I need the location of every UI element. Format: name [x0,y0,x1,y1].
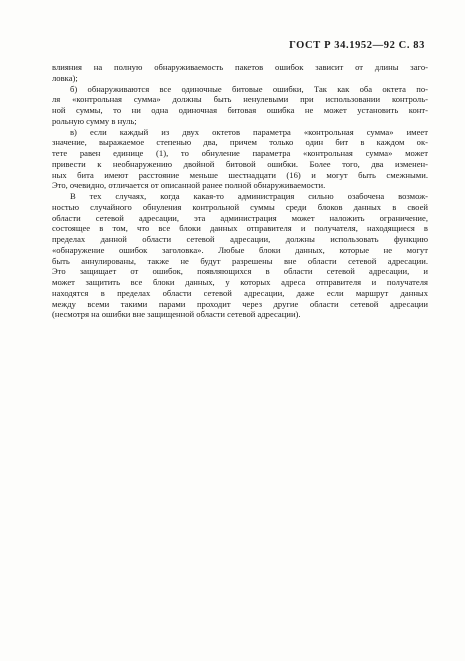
text-line: влияния на полную обнаруживаемость пакетов ошибок зависит от длины заго- [52,62,428,72]
text-line: ной суммы, то ни одна одиночная битовая ошибка не может установить конт- [52,105,428,115]
text-line: пределах данной области сетевой адресации, должны использовать функцию [52,234,428,244]
text-line: ля «контрольная сумма» должны быть ненулевыми при использовании контроль- [52,94,428,105]
text-line: может защитить все блоки данных, у которых адреса отправителя и получателя [52,277,428,287]
text-line: состоящее в том, что все блоки данных отправителя и получателя, находящиеся в [52,223,428,234]
text-line: области сетевой адресации, эта администрация может наложить ограничение, [52,212,428,223]
text-line: ловка); [52,72,78,83]
text-line: в) если каждый из двух октетов параметра «контрольная сумма» имеет [70,126,428,137]
text-line: В тех случаях, когда какая-то администрация сильно озабочена возмож- [70,191,428,201]
text-line: (несмотря на ошибки вне защищенной области сетевой адресации). [52,309,301,320]
text-line: б) обнаруживаются все одиночные битовые ошибки, Так как оба октета по- [70,83,428,94]
text-line: Это защищает от ошибок, появляющихся в области сетевой адресации, и [52,266,428,277]
body-text [52,62,428,320]
text-line: между всеми такими парами проходит через другие области сетевой адресации [52,298,428,309]
text-line: рольную сумму в нуль; [52,115,137,126]
text-line: находятся в пределах области сетевой адресации, даже если маршрут данных [52,287,428,298]
text-line: быть аннулированы, также не будут разрешены вне области сетевой адресации. [52,255,428,266]
text-line: ных бита имеют расстояние меньше шестнадцати (16) и могут быть смежными. [52,169,428,180]
text-line: ностью случайного обнуления контрольной суммы среди блоков данных в своей [52,201,428,212]
text-line: привести к необнаружению двойной битовой ошибки. Более того, два изменен- [52,158,428,169]
text-line: значение, выражаемое степенью два, причем только один бит в каждом ок- [52,137,428,148]
text-line: «обнаружение ошибок заголовка». Любые блоки данных, которые не могут [52,244,428,255]
page-header: ГОСТ Р 34.1952—92 С. 83 [289,40,425,51]
text-line: тете равен единице (1), то обнуление параметра «контрольная сумма» может [52,148,428,158]
text-line: Это, очевидно, отличается от описанной ранее полной обнаруживаемости. [52,180,326,191]
